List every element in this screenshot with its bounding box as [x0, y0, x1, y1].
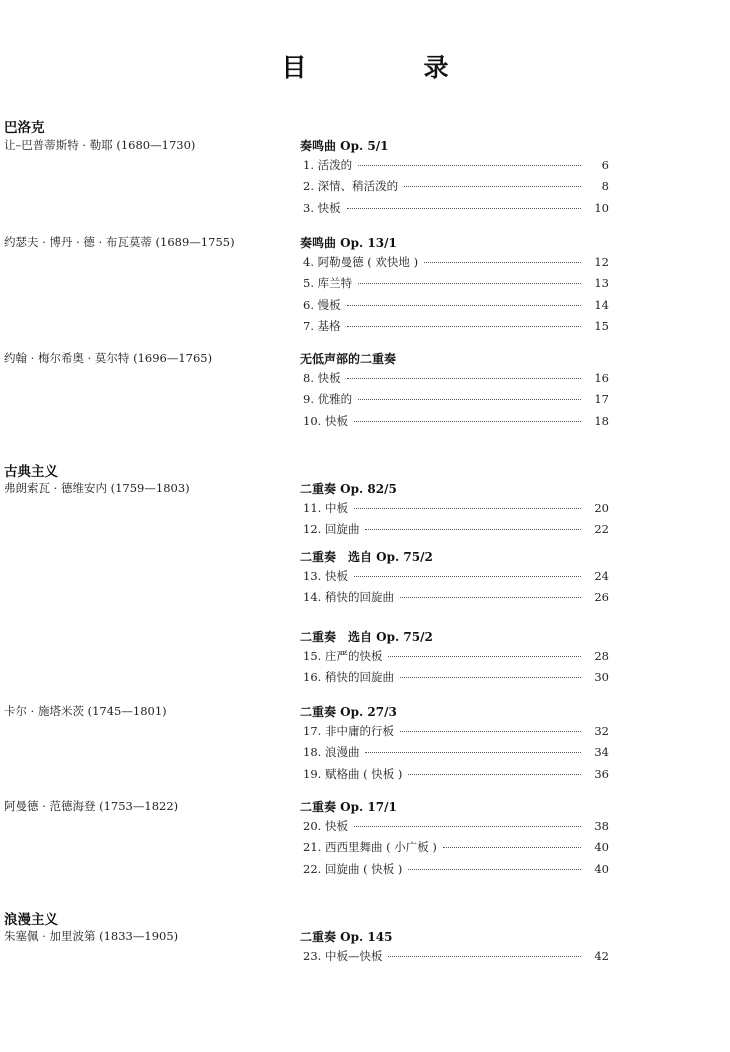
period-heading: 古典主义 — [4, 464, 58, 480]
toc-entry — [303, 500, 609, 516]
toc-entry — [303, 157, 609, 173]
work-title: 无低声部的二重奏 — [300, 352, 397, 366]
page-number: 15 — [594, 318, 609, 333]
composer-name: 约瑟夫 · 博丹 · 德 · 布瓦莫蒂 (1689—1755) — [4, 235, 235, 249]
page-number: 34 — [594, 745, 609, 760]
toc-entry — [303, 948, 609, 964]
toc-entry — [303, 297, 609, 313]
page-number: 12 — [594, 255, 609, 269]
toc-entry — [303, 861, 609, 877]
page-number: 28 — [594, 649, 609, 663]
entry-label: 2. 深情、稍活泼的 — [303, 179, 399, 194]
leader-dots — [354, 508, 581, 509]
page-number: 42 — [594, 949, 609, 963]
page-number: 14 — [594, 297, 609, 312]
entry-label: 21. 西西里舞曲 ( 小广板 ) — [303, 840, 437, 855]
toc-entry — [303, 370, 609, 386]
entry-label: 12. 回旋曲 — [303, 522, 360, 537]
toc-entry — [303, 391, 609, 407]
entry-label: 1. 活泼的 — [303, 158, 353, 172]
leader-dots — [400, 597, 581, 598]
leader-dots — [400, 677, 581, 678]
leader-dots — [424, 262, 581, 263]
leader-dots — [358, 165, 581, 166]
leader-dots — [347, 326, 581, 327]
page-number: 32 — [594, 724, 609, 738]
entry-label: 13. 快板 — [303, 569, 348, 583]
toc-entry — [303, 589, 609, 605]
toc-entry — [303, 818, 609, 834]
entry-label: 3. 快板 — [303, 200, 341, 215]
entry-label: 8. 快板 — [303, 371, 341, 385]
toc-entry — [303, 521, 609, 537]
leader-dots — [388, 956, 581, 957]
toc-entry — [303, 669, 609, 685]
entry-label: 16. 稍快的回旋曲 — [303, 670, 394, 685]
leader-dots — [354, 421, 581, 422]
page-number: 16 — [594, 371, 609, 385]
leader-dots — [358, 283, 581, 284]
leader-dots — [347, 208, 581, 209]
composer-name: 弗朗索瓦 · 德维安内 (1759—1803) — [4, 481, 190, 495]
toc-entry — [303, 648, 609, 664]
period-heading: 巴洛克 — [4, 120, 45, 136]
entry-label: 4. 阿勒曼德 ( 欢快地 ) — [303, 255, 419, 269]
entry-label: 20. 快板 — [303, 819, 348, 833]
page-number: 13 — [594, 276, 609, 291]
composer-name: 约翰 · 梅尔希奥 · 莫尔特 (1696—1765) — [4, 351, 213, 365]
entry-label: 15. 庄严的快板 — [303, 649, 383, 663]
entry-label: 14. 稍快的回旋曲 — [303, 590, 394, 605]
page-number: 40 — [594, 840, 609, 855]
page-number: 8 — [601, 179, 609, 194]
leader-dots — [365, 752, 581, 753]
period-heading: 浪漫主义 — [4, 912, 58, 928]
entry-label: 22. 回旋曲 ( 快板 ) — [303, 861, 403, 876]
toc-entry — [303, 413, 609, 429]
work-title: 二重奏 Op. 145 — [300, 930, 393, 944]
page-number: 26 — [594, 590, 609, 605]
entry-label: 23. 中板—快板 — [303, 949, 383, 963]
leader-dots — [347, 305, 581, 306]
entry-label: 19. 赋格曲 ( 快板 ) — [303, 766, 403, 781]
page-number: 18 — [594, 413, 609, 428]
page-number: 22 — [594, 522, 609, 537]
leader-dots — [443, 847, 581, 848]
toc-entry — [303, 275, 609, 291]
leader-dots — [358, 399, 581, 400]
leader-dots — [347, 378, 581, 379]
work-title: 二重奏 Op. 82/5 — [300, 482, 397, 496]
leader-dots — [388, 656, 581, 657]
work-title: 奏鸣曲 Op. 5/1 — [300, 139, 389, 153]
leader-dots — [354, 826, 581, 827]
leader-dots — [365, 529, 581, 530]
page-number: 30 — [594, 670, 609, 685]
entry-label: 17. 非中庸的行板 — [303, 724, 394, 738]
entry-label: 9. 优雅的 — [303, 392, 353, 407]
work-title: 奏鸣曲 Op. 13/1 — [300, 236, 397, 250]
work-title: 二重奏 Op. 27/3 — [300, 705, 397, 719]
leader-dots — [408, 869, 581, 870]
work-title: 二重奏 Op. 17/1 — [300, 800, 397, 814]
work-title: 二重奏 选自 Op. 75/2 — [300, 550, 433, 564]
toc-entry — [303, 723, 609, 739]
toc-entry — [303, 254, 609, 270]
toc-entry — [303, 568, 609, 584]
page-number: 20 — [594, 501, 609, 515]
toc-entry — [303, 766, 609, 782]
page-title: 目 录 — [281, 53, 495, 82]
entry-label: 11. 中板 — [303, 501, 348, 515]
entry-label: 18. 浪漫曲 — [303, 745, 360, 760]
page-number: 24 — [594, 569, 609, 583]
entry-label: 10. 快板 — [303, 413, 348, 428]
work-title: 二重奏 选自 Op. 75/2 — [300, 630, 433, 644]
toc-entry — [303, 318, 609, 334]
toc-entry — [303, 178, 609, 194]
composer-name: 卡尔 · 施塔米茨 (1745—1801) — [4, 704, 167, 718]
page-number: 36 — [594, 766, 609, 781]
composer-name: 朱塞佩 · 加里波第 (1833—1905) — [4, 929, 179, 943]
composer-name: 让–巴普蒂斯特 · 勒耶 (1680—1730) — [4, 138, 196, 152]
toc-entry — [303, 200, 609, 216]
toc-entry — [303, 744, 609, 760]
composer-name: 阿曼德 · 范德海登 (1753—1822) — [4, 799, 179, 813]
toc-entry — [303, 839, 609, 855]
leader-dots — [400, 731, 581, 732]
leader-dots — [354, 576, 581, 577]
page-number: 10 — [594, 200, 609, 215]
entry-label: 5. 库兰特 — [303, 276, 353, 291]
page-number: 38 — [594, 819, 609, 833]
page-number: 40 — [594, 861, 609, 876]
leader-dots — [404, 186, 581, 187]
entry-label: 6. 慢板 — [303, 297, 341, 312]
page-number: 17 — [594, 392, 609, 407]
leader-dots — [408, 774, 581, 775]
entry-label: 7. 基格 — [303, 318, 341, 333]
page-number: 6 — [601, 158, 609, 172]
